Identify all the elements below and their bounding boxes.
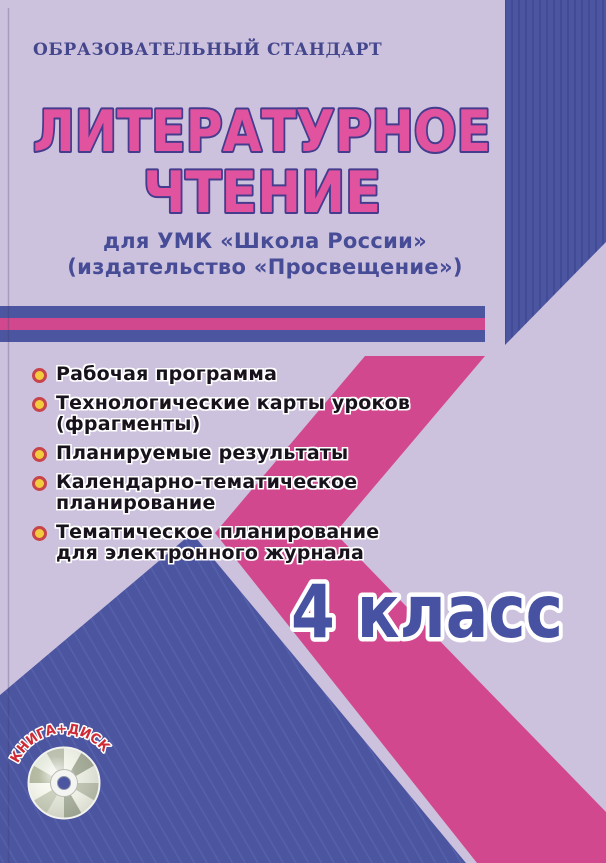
- list-item: [32, 443, 502, 464]
- list-item: [32, 393, 502, 435]
- series-header: ОБРАЗОВАТЕЛЬНЫЙ СТАНДАРТ: [33, 40, 383, 60]
- list-item: [32, 522, 502, 564]
- cd-badge: КНИГА+ДИСК: [7, 720, 113, 766]
- book-title: [33, 99, 491, 226]
- pinstripe-band: [505, 0, 606, 345]
- book-title-line2: ЧТЕНИЕ: [143, 160, 381, 226]
- grade-label: 4 класс: [291, 570, 563, 655]
- book-title-line1: ЛИТЕРАТУРНОЕ: [33, 99, 491, 165]
- list-item-line2: для электронного журнала: [56, 542, 364, 564]
- bullet-icon: [32, 447, 47, 462]
- bullet-icon: [32, 368, 47, 383]
- bullet-icon: [32, 476, 47, 491]
- feature-list: [32, 364, 502, 572]
- list-item-label: Технологические карты уроков (фрагменты): [56, 392, 411, 435]
- list-item-label: [56, 522, 379, 564]
- list-item: [32, 364, 502, 385]
- list-item-label: Планируемые результаты: [56, 442, 349, 464]
- list-item-line1: Тематическое планирование: [56, 521, 380, 543]
- subtitle-line1: для УМК «Школа России»: [102, 229, 428, 253]
- tri-stripe-bar: [0, 306, 485, 342]
- list-item-label: Календарно-тематическое планирование: [56, 471, 358, 514]
- list-item: [32, 472, 502, 514]
- subtitle-line2: (издательство «Просвещение»): [67, 255, 463, 279]
- subtitle: [0, 228, 530, 280]
- list-item-label: Рабочая программа: [56, 363, 278, 385]
- bullet-icon: [32, 526, 47, 541]
- cd-disc-icon: [28, 747, 100, 819]
- bullet-icon: [32, 397, 47, 412]
